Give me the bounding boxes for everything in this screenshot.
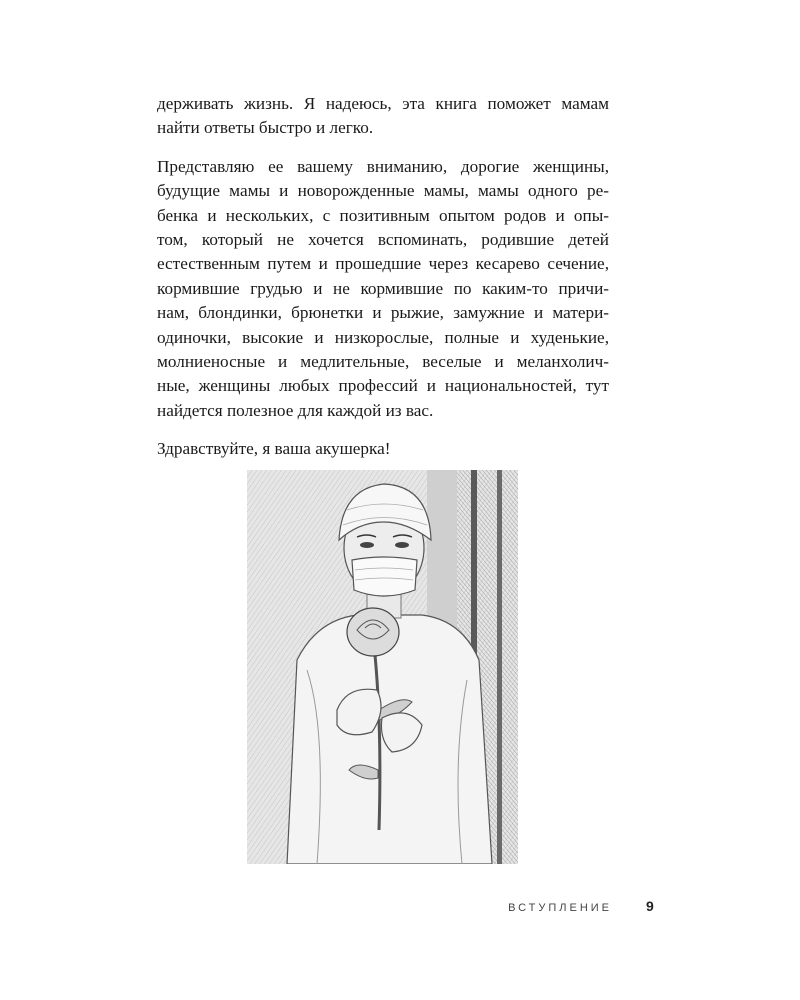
pencil-sketch-image	[247, 470, 518, 864]
text-line: молниеносные и медлительные, веселые и меланхолич-	[157, 352, 609, 372]
paragraph-1	[157, 92, 609, 141]
midwife-illustration	[247, 470, 518, 864]
page-number: 9	[646, 898, 654, 914]
text-line: том, который не хочется вспоминать, родившие детей	[157, 230, 609, 250]
text-line: Представляю ее вашему вниманию, дорогие женщины,	[157, 156, 609, 176]
body-text	[157, 92, 609, 462]
text-line: естественным путем и прошедшие через кесарево сечение,	[157, 254, 609, 274]
text-line: Здравствуйте, я ваша акушерка!	[157, 439, 391, 459]
text-line: нам, блондинки, брюнетки и рыжие, замужние и матери-	[157, 303, 609, 323]
text-line: одиночки, высокие и низкорослые, полные и худенькие,	[157, 327, 609, 347]
text-line: найти ответы быстро и легко.	[157, 118, 374, 138]
text-line: ные, женщины любых профессий и национальностей, тут	[157, 376, 609, 396]
text-line: кормившие грудью и не кормившие по каким-то причи-	[157, 278, 609, 298]
text-line: держивать жизнь. Я надеюсь, эта книга поможет мамам	[157, 94, 609, 113]
paragraph-2	[157, 155, 609, 423]
section-label: ВСТУПЛЕНИЕ	[508, 902, 612, 914]
paragraph-3	[157, 437, 609, 461]
text-line: будущие мамы и новорожденные мамы, мамы одного ре-	[157, 181, 609, 201]
text-line: бенка и нескольких, с позитивным опытом родов и опы-	[157, 205, 609, 225]
text-line: найдется полезное для каждой из вас.	[157, 400, 434, 420]
